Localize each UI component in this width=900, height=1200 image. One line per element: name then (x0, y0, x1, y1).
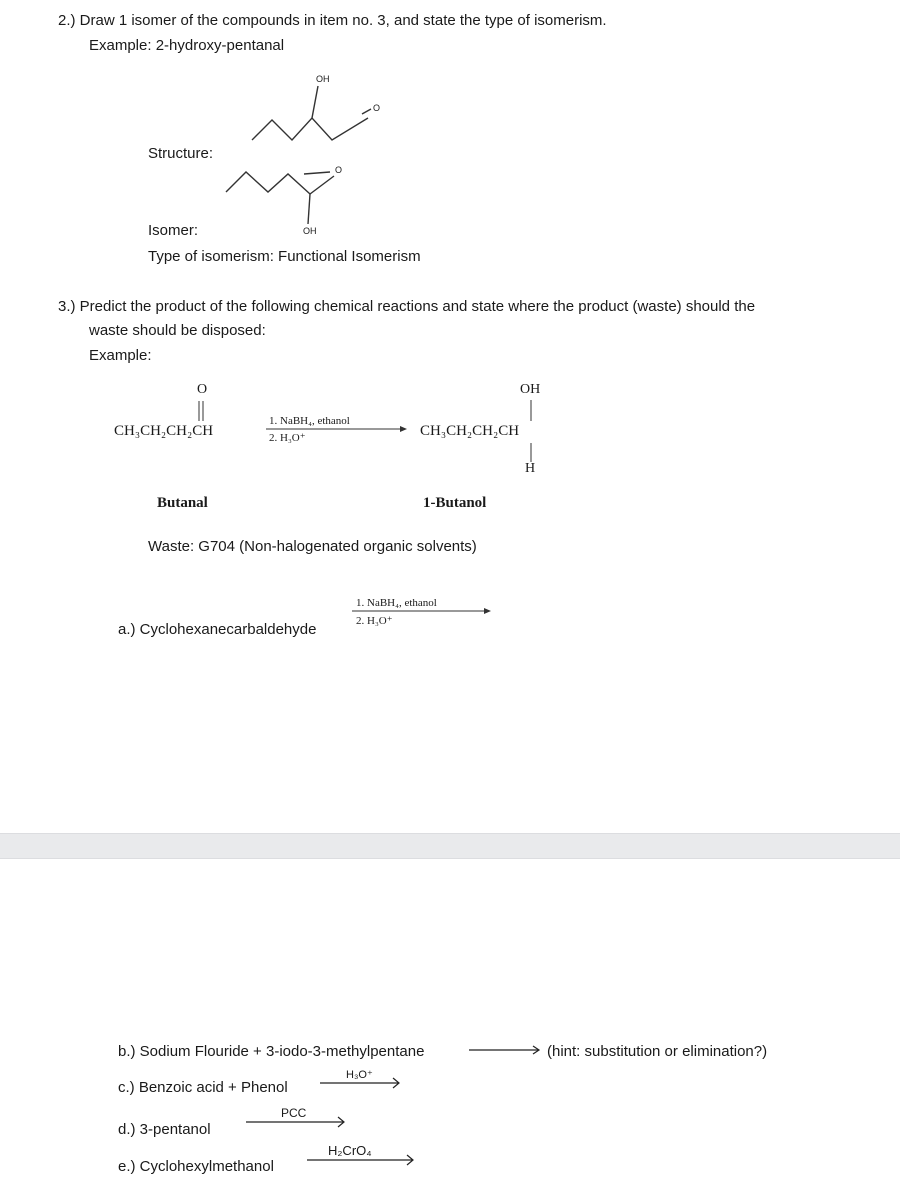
question-3-title-line2: waste should be disposed: (89, 322, 266, 339)
question-2-title: 2.) Draw 1 isomer of the compounds in item no. 3, and state the type of isomerism. (58, 12, 607, 29)
item-c-reagent: H₃O⁺ (346, 1069, 373, 1081)
oh-label-top: OH (316, 74, 330, 84)
product-name: 1-Butanol (423, 495, 487, 511)
product-hydrogen: H (525, 461, 536, 476)
structure-label: Structure: (148, 145, 214, 162)
o-label-top: O (373, 103, 381, 113)
isomer-label: Isomer: (148, 222, 199, 239)
reactant-formula: CH₃CH₂CH₂CH (114, 423, 214, 439)
example-reagent-1: 1. NaBH₄, ethanol (269, 415, 350, 427)
item-b-hint: (hint: substitution or elimination?) (547, 1043, 768, 1060)
product-oh: OH (520, 382, 541, 397)
o-label-bottom: O (335, 165, 343, 175)
item-d-text: d.) 3-pentanol (118, 1121, 211, 1138)
waste-disposal-note: Waste: G704 (Non-halogenated organic solvents) (148, 538, 477, 555)
item-e-text: e.) Cyclohexylmethanol (118, 1158, 274, 1175)
item-c-text: c.) Benzoic acid + Phenol (118, 1079, 288, 1096)
item-a-text: a.) Cyclohexanecarbaldehyde (118, 621, 317, 638)
question-3-example: Example: (89, 347, 152, 364)
item-a-reagent-2: 2. H₃O⁺ (356, 615, 393, 627)
item-e-reagent: H₂CrO₄ (328, 1143, 372, 1158)
example-reagent-2: 2. H₃O⁺ (269, 432, 306, 444)
item-b-text: b.) Sodium Flouride + 3-iodo-3-methylpentane (118, 1043, 425, 1060)
item-d-reagent: PCC (281, 1106, 307, 1120)
item-a-reagent-1: 1. NaBH₄, ethanol (356, 597, 437, 609)
carbonyl-oxygen: O (197, 382, 208, 397)
product-formula: CH₃CH₂CH₂CH (420, 423, 520, 439)
question-2-example: Example: 2-hydroxy-pentanal (89, 37, 285, 54)
oh-label-bottom: OH (303, 226, 317, 236)
isomerism-type: Type of isomerism: Functional Isomerism (148, 248, 421, 265)
question-3-title-line1: 3.) Predict the product of the following chemical reactions and state where the product (waste) should the (58, 298, 756, 315)
reactant-name: Butanal (157, 495, 208, 511)
